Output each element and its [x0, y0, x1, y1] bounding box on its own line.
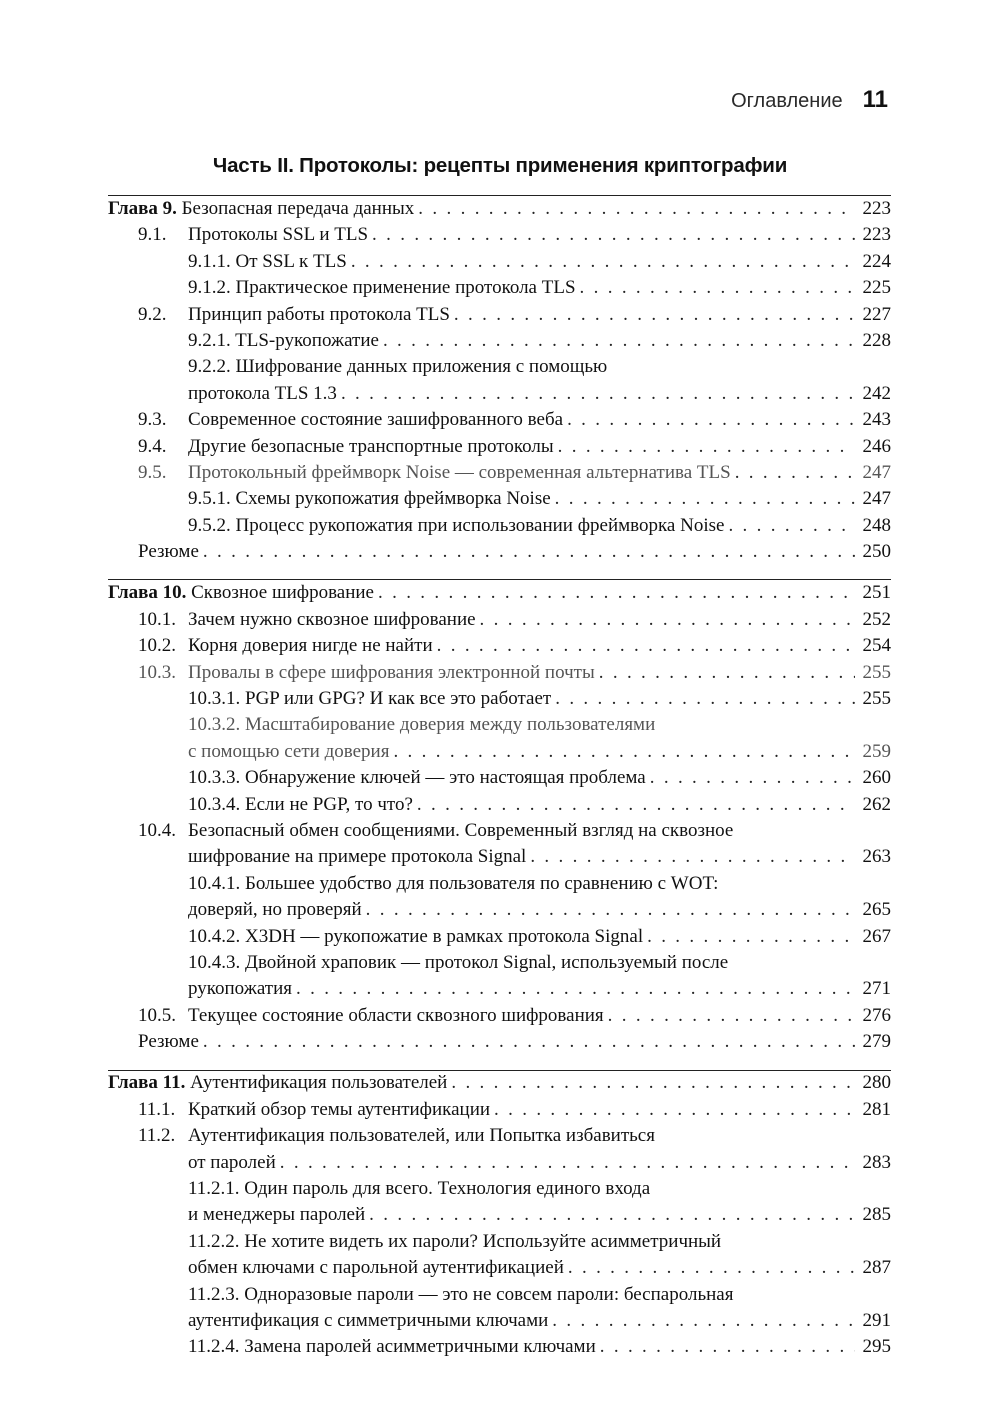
- chapter-label: Глава 9.: [108, 197, 177, 219]
- dot-leader: [650, 765, 855, 791]
- toc-row: [108, 1150, 891, 1176]
- page-number: 255: [862, 688, 891, 710]
- toc-entry-text: 9.5.2. Процесс рукопожатия при использовании фреймворка Noise: [188, 514, 725, 536]
- toc-entry[interactable]: [108, 354, 891, 407]
- page-number: 291: [862, 1310, 891, 1331]
- dot-leader: [480, 607, 855, 633]
- toc-row: [108, 407, 891, 433]
- toc-row: [108, 1334, 891, 1360]
- toc-entry[interactable]: [108, 871, 891, 924]
- toc-row: [108, 1029, 891, 1055]
- toc-row: [108, 739, 891, 765]
- toc-row: [108, 434, 891, 460]
- toc-entry-text: протокола TLS 1.3: [188, 382, 337, 404]
- toc-row: [108, 580, 891, 606]
- running-header-title: Оглавление: [731, 90, 843, 112]
- toc-row: [108, 354, 891, 380]
- dot-leader: [378, 580, 855, 606]
- toc-row: [108, 302, 891, 328]
- section-number: 10.5.: [138, 1004, 176, 1026]
- toc-entry[interactable]: [108, 1123, 891, 1176]
- dot-leader: [568, 1255, 855, 1281]
- page-number: 265: [862, 899, 891, 921]
- dot-leader: [418, 196, 855, 222]
- page-number: 263: [862, 846, 891, 868]
- page-number: 276: [862, 1004, 891, 1026]
- chapter-title: Безопасная передача данных: [181, 197, 415, 219]
- toc-entry-text: Краткий обзор темы аутентификации: [188, 1098, 491, 1120]
- page-number: 228: [862, 329, 891, 351]
- toc-entry-text: и менеджеры паролей: [188, 1204, 366, 1226]
- page-number: 248: [862, 514, 891, 536]
- dot-leader: [567, 407, 855, 433]
- toc-entry-text: 10.3.1. PGP или GPG? И как все это работает: [188, 688, 552, 710]
- toc-entry-text: рукопожатия: [188, 978, 292, 1000]
- toc-row: [108, 607, 891, 633]
- page-number: 271: [862, 978, 891, 1000]
- toc-entry[interactable]: [108, 407, 891, 433]
- toc-entry-text: Безопасный обмен сообщениями. Современный взгляд на сквозное: [188, 819, 734, 841]
- toc-entry-text: [108, 1070, 447, 1096]
- toc-entry-text: 10.3.4. Если не PGP, то что?: [188, 793, 413, 815]
- toc-row: [108, 1229, 891, 1255]
- toc-row: [108, 871, 891, 897]
- page-number: 250: [862, 541, 891, 563]
- toc-row: [108, 460, 891, 486]
- dot-leader: [728, 513, 855, 539]
- part-title: Часть II. Протоколы: рецепты применения криптографии: [212, 154, 788, 177]
- toc-entry[interactable]: [108, 513, 891, 539]
- running-header: [731, 86, 888, 114]
- toc-chapter: [108, 580, 891, 1055]
- toc-row: [108, 712, 891, 738]
- page-number: 252: [862, 608, 891, 630]
- toc-row: [108, 1255, 891, 1281]
- toc-entry[interactable]: [108, 486, 891, 512]
- toc-row: [108, 765, 891, 791]
- dot-leader: [203, 539, 855, 565]
- toc-entry-text: Другие безопасные транспортные протоколы: [188, 435, 554, 457]
- page-number: 251: [862, 582, 891, 604]
- page-number: 287: [862, 1257, 891, 1279]
- toc-entry[interactable]: [108, 1029, 891, 1055]
- toc-row: [108, 897, 891, 923]
- toc-entry-text: 9.1.1. От SSL к TLS: [188, 250, 347, 272]
- page-number: 254: [862, 635, 891, 657]
- toc-entry[interactable]: [108, 460, 891, 486]
- toc-entry-text: доверяй, но проверяй: [188, 899, 362, 921]
- toc-entry-text: 11.2.2. Не хотите видеть их пароли? Используйте асимметричный: [188, 1230, 722, 1252]
- toc-entry[interactable]: [108, 1176, 891, 1229]
- toc-entry-text: 10.3.2. Масштабирование доверия между пользователями: [188, 714, 656, 736]
- toc-entry-text: [108, 580, 374, 606]
- dot-leader: [383, 328, 855, 354]
- dot-leader: [393, 739, 855, 765]
- toc-entry-text: Резюме: [138, 1031, 199, 1053]
- toc-entry[interactable]: [108, 434, 891, 460]
- toc-entry[interactable]: [108, 1003, 891, 1029]
- table-of-contents: [108, 195, 891, 1375]
- toc-entry-text: Провалы в сфере шифрования электронной почты: [188, 661, 595, 683]
- dot-leader: [530, 844, 855, 870]
- toc-entry[interactable]: [108, 924, 891, 950]
- dot-leader: [555, 486, 855, 512]
- dot-leader: [552, 1308, 855, 1334]
- toc-entry[interactable]: [108, 1229, 891, 1282]
- toc-entry-text: 10.4.2. X3DH — рукопожатие в рамках протокола Signal: [188, 925, 644, 947]
- page-number: 280: [862, 1072, 891, 1094]
- page-number: 267: [862, 925, 891, 947]
- toc-entry[interactable]: [108, 712, 891, 765]
- page-number: 223: [862, 197, 891, 219]
- section-number: 10.1.: [138, 608, 176, 630]
- page-number: 227: [862, 303, 891, 325]
- section-number: 9.3.: [138, 409, 167, 431]
- toc-entry[interactable]: [108, 765, 891, 791]
- chapter-title: Аутентификация пользователей: [190, 1072, 448, 1094]
- page-number: 285: [862, 1204, 891, 1226]
- toc-row: [108, 633, 891, 659]
- dot-leader: [454, 302, 855, 328]
- toc-row: [108, 381, 891, 407]
- toc-row: [108, 1097, 891, 1123]
- toc-entry[interactable]: [108, 792, 891, 818]
- dot-leader: [203, 1029, 855, 1055]
- toc-entry[interactable]: [108, 686, 891, 712]
- toc-row: [108, 976, 891, 1002]
- toc-entry-text: Протоколы SSL и TLS: [188, 224, 369, 246]
- toc-entry-text: с помощью сети доверия: [188, 740, 390, 762]
- toc-chapter: [108, 196, 891, 565]
- toc-entry-text: 9.5.1. Схемы рукопожатия фреймворка Noise: [188, 488, 551, 510]
- toc-row: [108, 924, 891, 950]
- toc-entry[interactable]: [108, 302, 891, 328]
- toc-row: [108, 196, 891, 222]
- toc-entry-text: 9.2.1. TLS-рукопожатие: [188, 329, 379, 351]
- toc-entry-text: 11.2.4. Замена паролей асимметричными ключами: [188, 1336, 596, 1358]
- page-number: 243: [862, 409, 891, 431]
- toc-entry-text: [108, 196, 414, 222]
- dot-leader: [555, 686, 855, 712]
- toc-chapter-heading[interactable]: [108, 580, 891, 606]
- toc-entry-text: Современное состояние зашифрованного веба: [188, 409, 564, 431]
- page-number: 281: [862, 1098, 891, 1120]
- toc-row: [108, 950, 891, 976]
- page-number: 255: [862, 661, 891, 683]
- toc-entry-text: 9.1.2. Практическое применение протокола TLS: [188, 277, 576, 299]
- dot-leader: [296, 976, 855, 1002]
- dot-leader: [608, 1003, 855, 1029]
- toc-entry-text: Принцип работы протокола TLS: [188, 303, 450, 325]
- toc-row: [108, 818, 891, 844]
- toc-row: [108, 513, 891, 539]
- toc-row: [108, 486, 891, 512]
- dot-leader: [351, 249, 855, 275]
- section-number: 11.1.: [138, 1098, 176, 1120]
- dot-leader: [417, 792, 855, 818]
- section-number: 9.1.: [138, 224, 167, 246]
- toc-row: [108, 686, 891, 712]
- toc-entry-text: 10.4.1. Большее удобство для пользователя по сравнению с WOT:: [188, 872, 719, 894]
- section-number: 9.4.: [138, 435, 167, 457]
- section-number: 10.4.: [138, 819, 176, 841]
- toc-chapter-heading[interactable]: [108, 196, 891, 222]
- section-number: 11.2.: [138, 1125, 176, 1147]
- toc-row: [108, 660, 891, 686]
- toc-row: [108, 1308, 891, 1334]
- dot-leader: [369, 1202, 855, 1228]
- page-number: 225: [862, 277, 891, 299]
- toc-entry[interactable]: [108, 328, 891, 354]
- toc-row: [108, 1176, 891, 1202]
- toc-row: [108, 1071, 891, 1097]
- toc-row: [108, 328, 891, 354]
- toc-entry-text: аутентификация с симметричными ключами: [188, 1310, 549, 1331]
- toc-entry[interactable]: [108, 275, 891, 301]
- dot-leader: [599, 660, 855, 686]
- section-number: 9.5.: [138, 461, 167, 483]
- dot-leader: [372, 222, 855, 248]
- section-number: 10.2.: [138, 635, 176, 657]
- page-number: 247: [862, 461, 891, 483]
- chapter-label: Глава 11.: [108, 1072, 186, 1094]
- page-number: 247: [862, 488, 891, 510]
- toc-row: [108, 1003, 891, 1029]
- toc-entry[interactable]: [108, 1282, 891, 1335]
- section-number: 9.2.: [138, 303, 167, 325]
- toc-row: [108, 844, 891, 870]
- toc-entry-text: Протокольный фреймворк Noise — современная альтернатива TLS: [188, 461, 731, 483]
- page-number: 295: [862, 1336, 891, 1358]
- toc-entry[interactable]: [108, 222, 891, 248]
- toc-entry-text: 11.2.3. Одноразовые пароли — это не совсем пароли: беспарольная: [188, 1283, 734, 1305]
- toc-row: [108, 222, 891, 248]
- page-number: 224: [862, 250, 891, 272]
- page-number: 246: [862, 435, 891, 457]
- toc-entry-text: 11.2.1. Один пароль для всего. Технология единого входа: [188, 1178, 651, 1200]
- page-number: 279: [862, 1031, 891, 1053]
- dot-leader: [437, 633, 855, 659]
- toc-row: [108, 1123, 891, 1149]
- toc-entry[interactable]: [108, 607, 891, 633]
- section-number: 10.3.: [138, 661, 176, 683]
- toc-entry[interactable]: [108, 660, 891, 686]
- toc-row: [108, 249, 891, 275]
- page-number: 283: [862, 1151, 891, 1173]
- chapter-title: Сквозное шифрование: [191, 582, 374, 604]
- toc-entry[interactable]: [108, 950, 891, 1003]
- toc-entry-text: 10.4.3. Двойной храповик — протокол Signal, используемый после: [188, 951, 729, 973]
- page-number: 260: [862, 767, 891, 789]
- dot-leader: [280, 1150, 855, 1176]
- toc-row: [108, 1202, 891, 1228]
- dot-leader: [494, 1097, 855, 1123]
- toc-entry-text: Текущее состояние области сквозного шифрования: [188, 1004, 604, 1026]
- page-number: 242: [862, 382, 891, 404]
- dot-leader: [366, 897, 855, 923]
- dot-leader: [600, 1334, 855, 1360]
- toc-entry[interactable]: [108, 1097, 891, 1123]
- dot-leader: [735, 460, 855, 486]
- toc-entry[interactable]: [108, 539, 891, 565]
- toc-chapter-heading[interactable]: [108, 1071, 891, 1097]
- page-number: 259: [862, 740, 891, 762]
- toc-entry-text: от паролей: [188, 1151, 276, 1173]
- dot-leader: [341, 381, 855, 407]
- dot-leader: [451, 1070, 855, 1096]
- page-number: 262: [862, 793, 891, 815]
- dot-leader: [647, 924, 855, 950]
- running-header-page-number: 11: [862, 86, 888, 113]
- chapter-label: Глава 10.: [108, 582, 187, 604]
- toc-entry-text: Корня доверия нигде не найти: [188, 635, 433, 657]
- toc-entry-text: Зачем нужно сквозное шифрование: [188, 608, 476, 630]
- dot-leader: [558, 434, 855, 460]
- toc-row: [108, 1282, 891, 1308]
- toc-entry[interactable]: [108, 1334, 891, 1360]
- toc-row: [108, 275, 891, 301]
- toc-entry[interactable]: [108, 249, 891, 275]
- toc-entry-text: шифрование на примере протокола Signal: [188, 846, 527, 868]
- toc-entry-text: Аутентификация пользователей, или Попытка избавиться: [188, 1125, 655, 1147]
- toc-chapter: [108, 1071, 891, 1361]
- toc-entry-text: Резюме: [138, 541, 199, 563]
- toc-entry-text: 10.3.3. Обнаружение ключей — это настоящая проблема: [188, 767, 646, 789]
- toc-entry-text: обмен ключами с парольной аутентификацией: [188, 1257, 564, 1279]
- dot-leader: [580, 275, 855, 301]
- toc-row: [108, 792, 891, 818]
- toc-entry-text: 9.2.2. Шифрование данных приложения с помощью: [188, 356, 608, 378]
- toc-row: [108, 539, 891, 565]
- page-number: 223: [862, 224, 891, 246]
- toc-entry[interactable]: [108, 633, 891, 659]
- toc-entry[interactable]: [108, 818, 891, 871]
